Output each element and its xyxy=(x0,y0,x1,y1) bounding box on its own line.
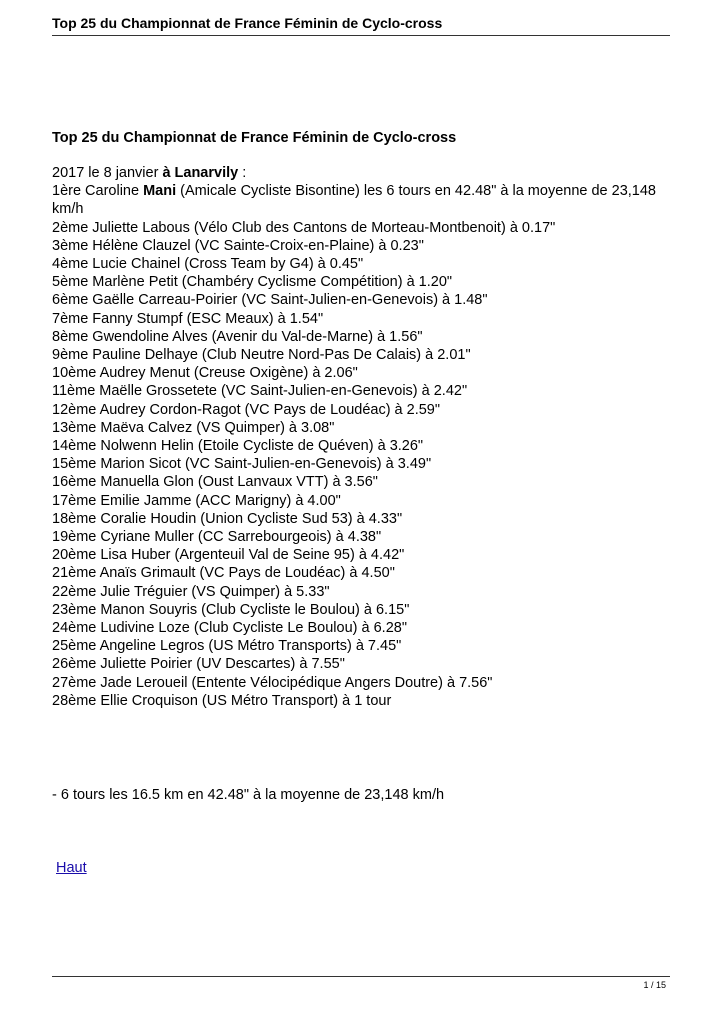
result-row: 4ème Lucie Chainel (Cross Team by G4) à 0.45" xyxy=(52,256,364,273)
intro-prefix: 2017 le 8 janvier xyxy=(52,165,163,181)
result-row: 7ème Fanny Stumpf (ESC Meaux) à 1.54" xyxy=(52,310,324,327)
result-row: 27ème Jade Leroueil (Entente Vélocipédique Angers Doutre) à 7.56" xyxy=(52,674,493,691)
winner-details: (Amicale Cycliste Bisontine) les 6 tours en 42.48" à la moyenne de 23,148 km/h xyxy=(52,183,656,218)
back-to-top-link[interactable]: Haut xyxy=(56,860,87,876)
result-row: 14ème Nolwenn Helin (Etoile Cycliste de Quéven) à 3.26" xyxy=(52,438,424,455)
result-row: 24ème Ludivine Loze (Club Cycliste Le Boulou) à 6.28" xyxy=(52,620,407,637)
running-header xyxy=(52,14,670,36)
winner-line xyxy=(52,182,672,218)
race-location: à Lanarvily xyxy=(162,165,239,181)
result-row: 8ème Gwendoline Alves (Avenir du Val-de-Marne) à 1.56" xyxy=(52,328,423,345)
race-summary: - 6 tours les 16.5 km en 42.48" à la moyenne de 23,148 km/h xyxy=(52,787,445,803)
results-text xyxy=(52,164,672,710)
document-title: Top 25 du Championnat de France Féminin de Cyclo-cross xyxy=(52,15,443,31)
running-footer xyxy=(52,976,670,993)
result-row: 9ème Pauline Delhaye (Club Neutre Nord-Pas De Calais) à 2.01" xyxy=(52,347,471,364)
result-row: 16ème Manuella Glon (Oust Lanvaux VTT) à 3.56" xyxy=(52,474,378,491)
result-row: 22ème Julie Tréguier (VS Quimper) à 5.33" xyxy=(52,583,330,600)
result-row: 20ème Lisa Huber (Argenteuil Val de Seine 95) à 4.42" xyxy=(52,547,405,564)
intro-suffix: : xyxy=(238,165,247,181)
winner-name: Mani xyxy=(143,183,177,200)
result-row: 6ème Gaëlle Carreau-Poirier (VC Saint-Julien-en-Genevois) à 1.48" xyxy=(52,292,488,309)
result-row: 21ème Anaïs Grimault (VC Pays de Loudéac) à 4.50" xyxy=(52,565,395,582)
results-list xyxy=(52,219,672,710)
result-row: 12ème Audrey Cordon-Ragot (VC Pays de Loudéac) à 2.59" xyxy=(52,401,441,418)
result-row: 15ème Marion Sicot (VC Saint-Julien-en-Genevois) à 3.49" xyxy=(52,456,432,473)
result-row: 5ème Marlène Petit (Chambéry Cyclisme Compétition) à 1.20" xyxy=(52,274,453,291)
result-row: 10ème Audrey Menut (Creuse Oxigène) à 2.06" xyxy=(52,365,358,382)
article-title: Top 25 du Championnat de France Féminin de Cyclo-cross xyxy=(52,130,457,146)
result-row: 19ème Cyriane Muller (CC Sarrebourgeois) à 4.38" xyxy=(52,529,382,546)
result-row: 26ème Juliette Poirier (UV Descartes) à 7.55" xyxy=(52,656,345,673)
result-row: 11ème Maëlle Grossetete (VC Saint-Julien-en-Genevois) à 2.42" xyxy=(52,383,468,400)
result-row: 13ème Maëva Calvez (VS Quimper) à 3.08" xyxy=(52,419,335,436)
result-row: 23ème Manon Souyris (Club Cycliste le Boulou) à 6.15" xyxy=(52,601,410,618)
winner-prefix: 1ère Caroline xyxy=(52,183,144,200)
result-row: 2ème Juliette Labous (Vélo Club des Cantons de Morteau-Montbenoit) à 0.17" xyxy=(52,219,556,236)
result-row: 25ème Angeline Legros (US Métro Transports) à 7.45" xyxy=(52,638,402,655)
page-number: 1 / 15 xyxy=(643,980,666,990)
result-row: 3ème Hélène Clauzel (VC Sainte-Croix-en-Plaine) à 0.23" xyxy=(52,237,424,254)
race-intro xyxy=(52,164,672,182)
result-row: 28ème Ellie Croquison (US Métro Transport) à 1 tour xyxy=(52,692,392,709)
result-row: 17ème Emilie Jamme (ACC Marigny) à 4.00" xyxy=(52,492,341,509)
result-row: 18ème Coralie Houdin (Union Cycliste Sud 53) à 4.33" xyxy=(52,510,403,527)
